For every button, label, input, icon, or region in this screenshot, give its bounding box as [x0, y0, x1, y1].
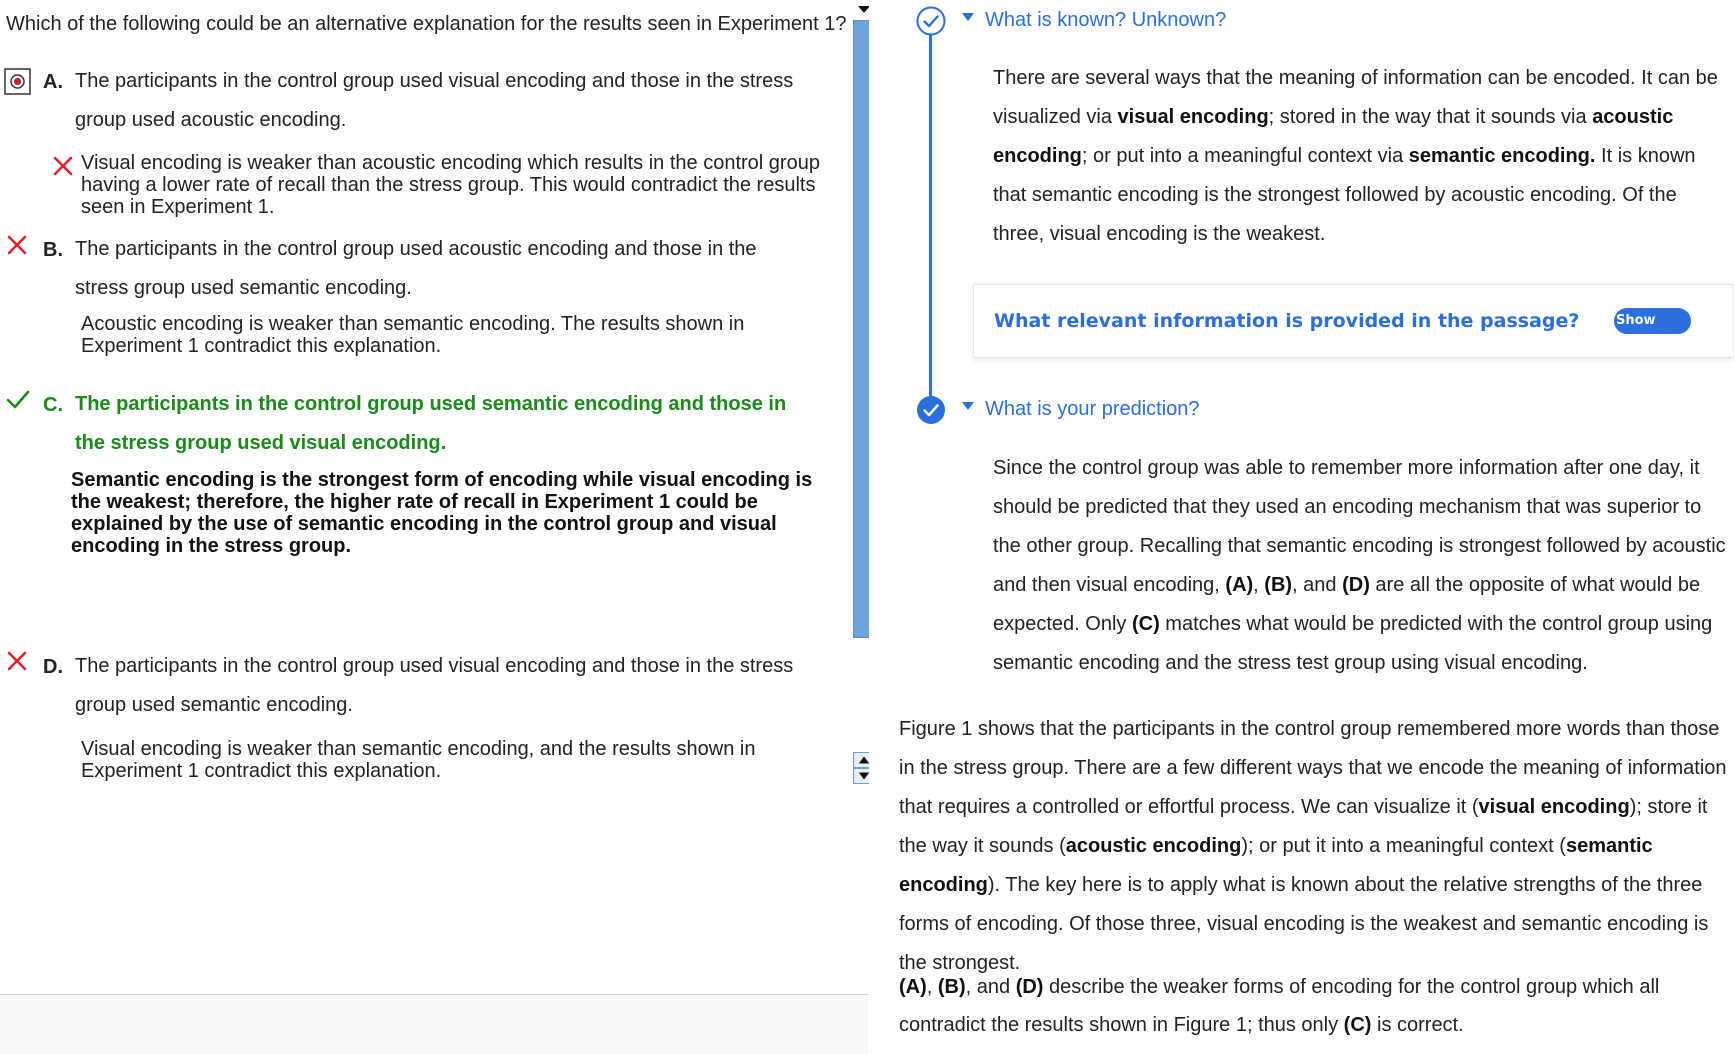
- text-run: Figure 1 shows that the participants in the control group remembered more words than those in the stress group. There are a few different ways that we encode the meaning of information that requires a controlled or effortful process. We can visualize it (: [899, 718, 1727, 818]
- radio-selected-icon[interactable]: [4, 68, 31, 95]
- x-mark-icon: [52, 155, 74, 177]
- text-run: ,: [1253, 574, 1265, 596]
- text-run: ,: [926, 976, 938, 998]
- text-run: ; or put into a meaningful context via: [1081, 145, 1409, 167]
- bold-term: (C): [1131, 613, 1160, 635]
- choice-letter: C.: [43, 394, 63, 416]
- show-toggle-button[interactable]: Show: [1614, 308, 1691, 334]
- text-run: is correct.: [1371, 1014, 1464, 1036]
- caret-down-icon[interactable]: [961, 12, 975, 22]
- bold-term: (C): [1343, 1014, 1372, 1036]
- step-body-known: [993, 59, 1733, 254]
- bold-term: visual encoding: [1117, 106, 1269, 128]
- choice-text: The participants in the control group used visual encoding and those in the stress group used acoustic encoding.: [75, 70, 794, 131]
- text-run: describe the weaker forms of encoding for the control group which all contradict the results shown in Figure 1; thus only: [899, 976, 1660, 1036]
- step-heading-prediction[interactable]: What is your prediction?: [985, 398, 1200, 420]
- checkmark-icon: [6, 389, 30, 411]
- step-heading-known[interactable]: What is known? Unknown?: [985, 9, 1227, 31]
- relevant-info-card: [973, 284, 1734, 358]
- choice-explanation: Visual encoding is weaker than acoustic encoding which results in the control group having a lower rate of recall than the stress group. This would contradict the results seen in Experiment 1.: [81, 152, 820, 218]
- choice-text: The participants in the control group used semantic encoding and those in the stress group used visual encoding.: [75, 393, 787, 454]
- caret-down-icon[interactable]: [961, 401, 975, 411]
- choice-text: The participants in the control group used acoustic encoding and those in the stress group used semantic encoding.: [75, 238, 757, 299]
- text-run: Since the control group was able to remember more information after one day, it should be predicted that they used an encoding mechanism that was superior to the other group. Recalling that semantic encoding is strongest followed by acoustic and then visual encoding,: [993, 457, 1726, 596]
- text-run: ); store it the way it sounds (: [899, 796, 1708, 857]
- choice-letter: B.: [43, 239, 63, 261]
- check-circle-icon: [916, 395, 946, 425]
- bold-term: semantic encoding.: [1408, 145, 1596, 167]
- x-mark-icon: [6, 650, 28, 672]
- choice-explanation: Acoustic encoding is weaker than semantic encoding. The results shown in Experiment 1 contradict this explanation.: [81, 313, 745, 357]
- text-run: , and: [1292, 574, 1343, 596]
- choice-text: The participants in the control group used visual encoding and those in the stress group used semantic encoding.: [75, 655, 794, 716]
- question-prompt: Which of the following could be an alternative explanation for the results seen in Experiment 1?: [6, 13, 847, 35]
- explanation-conclusion: [899, 968, 1729, 1044]
- text-run: ). The key here is to apply what is known about the relative strengths of the three forms of encoding. Of those three, visual encoding is the weakest and semantic encoding is the strongest.: [899, 874, 1709, 974]
- bold-term: (D): [1342, 574, 1370, 596]
- bold-term: (A): [1225, 574, 1254, 596]
- bold-term: visual encoding: [1478, 796, 1630, 818]
- text-run: are all the opposite of what would be expected. Only: [993, 574, 1701, 635]
- explanation-summary: [899, 710, 1729, 983]
- choice-letter: A.: [43, 71, 63, 93]
- text-run: There are several ways that the meaning of information can be encoded. It can be visualized via: [993, 67, 1718, 128]
- timeline-line: [929, 34, 932, 400]
- x-mark-icon: [6, 234, 28, 256]
- text-run: ; stored in the way that it sounds via: [1268, 106, 1593, 128]
- bold-term: acoustic encoding: [993, 106, 1674, 167]
- bold-term: semantic encoding: [899, 835, 1653, 896]
- choice-explanation: Visual encoding is weaker than semantic encoding, and the results shown in Experiment 1 contradict this explanation.: [81, 738, 756, 782]
- text-run: ); or put it into a meaningful context (: [1241, 835, 1566, 857]
- step-body-prediction: [993, 449, 1733, 683]
- explanation-pane: [869, 0, 1734, 1054]
- bold-term: (B): [937, 976, 966, 998]
- left-footer: [0, 994, 868, 1054]
- check-circle-icon: [916, 6, 946, 36]
- text-run: , and: [965, 976, 1016, 998]
- choice-explanation: Semantic encoding is the strongest form of encoding while visual encoding is the weakest; therefore, the higher rate of recall in Experiment 1 could be explained by the use of semantic encoding in the control group and visual encoding in the stress group.: [71, 469, 813, 557]
- text-run: It is known that semantic encoding is the strongest followed by acoustic encoding. Of the three, visual encoding is the weakest.: [993, 145, 1696, 245]
- relevant-info-question: What relevant information is provided in the passage?: [994, 310, 1580, 332]
- text-run: matches what would be predicted with the control group using semantic encoding and the stress test group using visual encoding.: [993, 613, 1713, 674]
- choice-letter: D.: [43, 656, 63, 678]
- bold-term: acoustic encoding: [1065, 835, 1242, 857]
- bold-term: (D): [1015, 976, 1044, 998]
- bold-term: (B): [1264, 574, 1293, 596]
- bold-term: (A): [899, 976, 927, 998]
